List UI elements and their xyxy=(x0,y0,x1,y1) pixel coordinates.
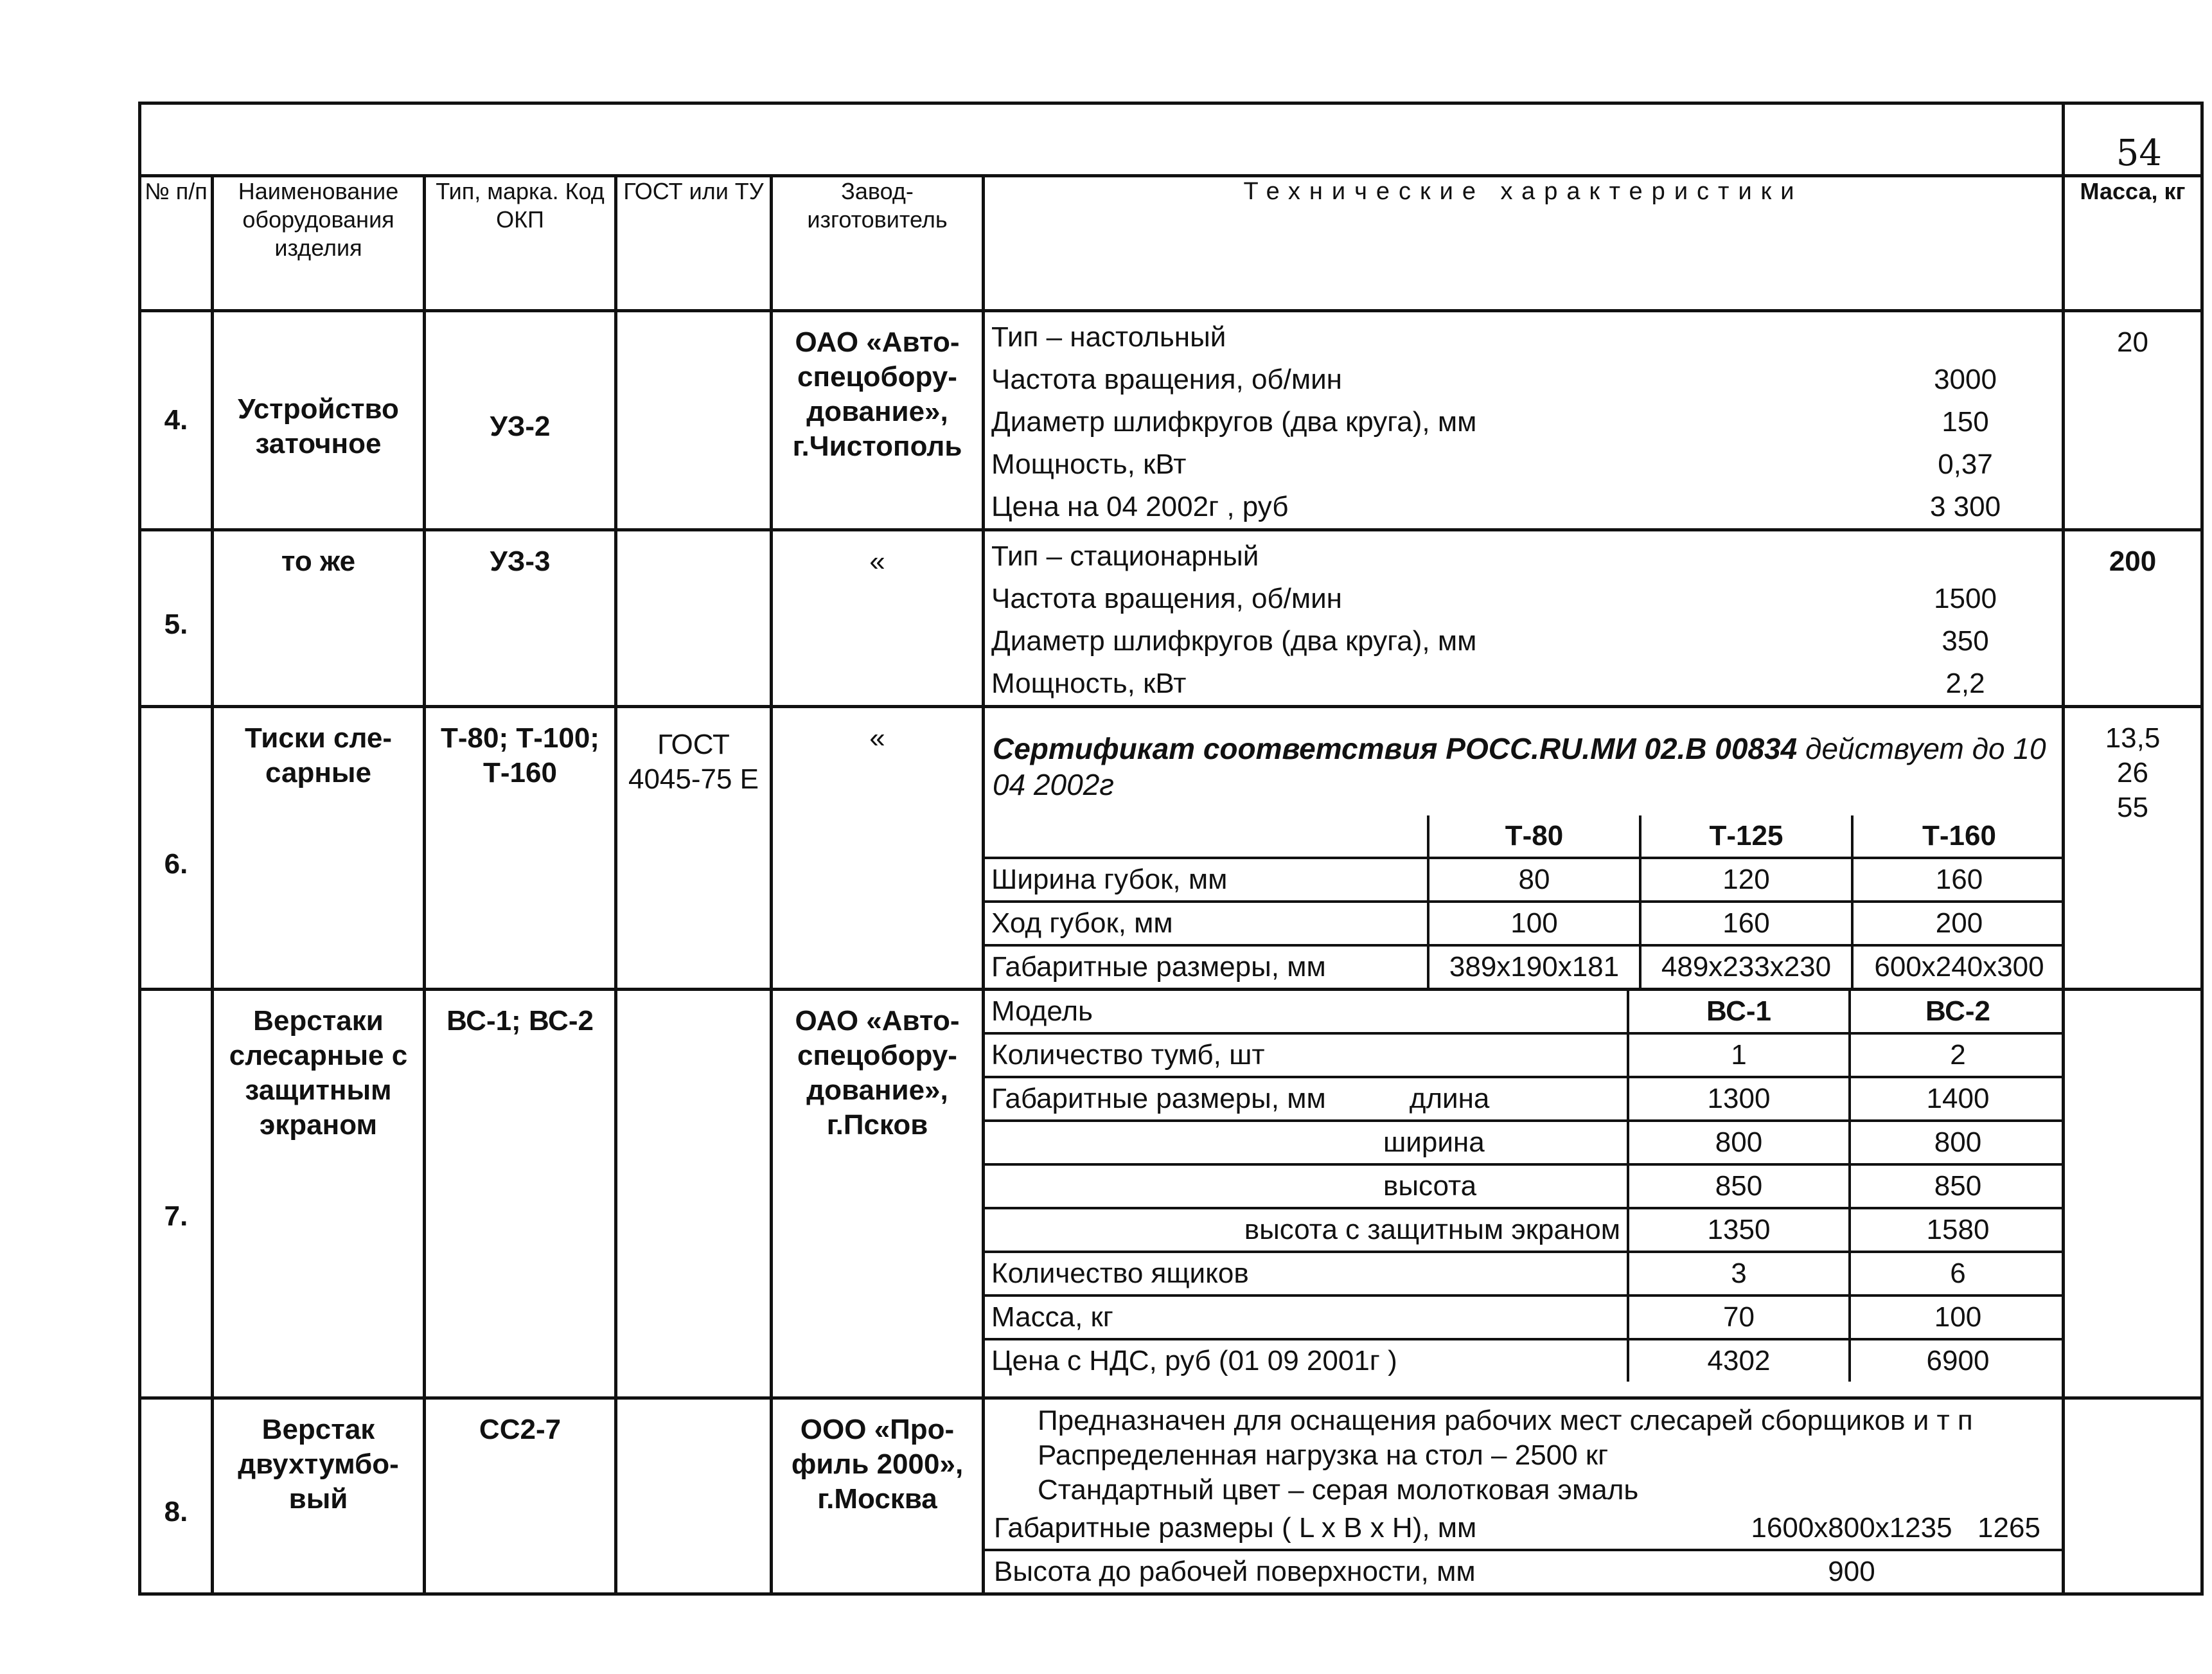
equipment-maker: « xyxy=(772,707,984,990)
spec-label: Частота вращения, об/мин xyxy=(991,364,1342,395)
tech-specs xyxy=(984,990,2064,1398)
table-cell: 1350 xyxy=(1628,1208,1850,1252)
table-row xyxy=(985,1033,2065,1077)
table-cell: 4302 xyxy=(1628,1339,1850,1382)
table-row xyxy=(985,1339,2065,1382)
table-row xyxy=(140,311,2202,530)
header-mass: Масса, кг xyxy=(2064,176,2202,311)
table-row xyxy=(985,1077,2065,1121)
table-cell: 850 xyxy=(1628,1164,1850,1208)
table-cell: 1 xyxy=(1628,1033,1850,1077)
spec-type: Тип – настольный xyxy=(991,321,1226,353)
vise-spec-table xyxy=(985,815,2065,988)
spec-value: 0,37 xyxy=(1938,449,1993,480)
header-gost: ГОСТ или ТУ xyxy=(616,176,772,311)
top-bar-blank xyxy=(140,103,2064,176)
equipment-mass: 13,5 26 55 xyxy=(2064,707,2202,990)
table-row xyxy=(985,815,2065,858)
workbench-spec-table xyxy=(985,991,2065,1382)
header-tech: Технические характеристики xyxy=(984,176,2064,311)
table-row xyxy=(140,707,2202,990)
tech-specs xyxy=(984,530,2064,707)
spec-line xyxy=(985,663,2062,705)
equipment-code: ВС-1; ВС-2 xyxy=(425,990,616,1398)
table-cell: 850 xyxy=(1850,1164,2065,1208)
model-header: Т-160 xyxy=(1852,815,2065,858)
equipment-gost xyxy=(616,990,772,1398)
equipment-mass xyxy=(2064,1398,2202,1594)
spec-value: 3 300 xyxy=(1929,491,2001,522)
spec-line xyxy=(985,316,2062,359)
table-cell: 1400 xyxy=(1850,1077,2065,1121)
table-cell: 100 xyxy=(1428,902,1640,945)
row-label: Ход губок, мм xyxy=(985,902,1428,945)
equipment-mass: 20 xyxy=(2064,311,2202,530)
table-cell: 800 xyxy=(1850,1121,2065,1164)
table-cell: 1300 xyxy=(1628,1077,1850,1121)
table-cell: 489x233x230 xyxy=(1640,945,1852,988)
tech-specs xyxy=(984,707,2064,990)
table-cell: 200 xyxy=(1852,902,2065,945)
header-row xyxy=(140,176,2202,311)
table-cell: 120 xyxy=(1640,858,1852,902)
length-label: длина xyxy=(1409,1083,1490,1114)
top-bar xyxy=(140,103,2202,176)
table-row xyxy=(985,1208,2065,1252)
equipment-code: СС2-7 xyxy=(425,1398,616,1594)
certificate-note xyxy=(985,717,2062,815)
equipment-gost: ГОСТ 4045-75 Е xyxy=(616,707,772,990)
equipment-code: УЗ-3 xyxy=(425,530,616,707)
model-header: ВС-1 xyxy=(1628,991,1850,1033)
spec-line xyxy=(985,401,2062,443)
spec-value: 150 xyxy=(1942,406,1989,438)
table-row xyxy=(985,1164,2065,1208)
equipment-gost xyxy=(616,1398,772,1594)
note-line: Стандартный цвет – серая молотковая эмаль xyxy=(1038,1474,1639,1506)
equipment-maker: ОАО «Авто-спецобору-дование», г.Чистополь xyxy=(772,311,984,530)
table-cell: 160 xyxy=(1640,902,1852,945)
spec-type: Тип – стационарный xyxy=(991,540,1259,572)
table-cell: 100 xyxy=(1850,1296,2065,1339)
equipment-name: то же xyxy=(213,530,425,707)
row-label: Количество тумб, шт xyxy=(985,1033,1628,1077)
table-cell: 6900 xyxy=(1850,1339,2065,1382)
equipment-gost xyxy=(616,311,772,530)
table-cell: 600x240x300 xyxy=(1852,945,2065,988)
spec-label: Частота вращения, об/мин xyxy=(991,583,1342,614)
spec-value: 1500 xyxy=(1934,583,1997,614)
certificate-validity: действует до 10 04 2002г xyxy=(993,732,2046,801)
row-label: Цена с НДС, руб (01 09 2001г ) xyxy=(985,1339,1628,1382)
equipment-mass: 200 xyxy=(2064,530,2202,707)
table-cell: 6 xyxy=(1850,1252,2065,1296)
equipment-name: Тиски сле-сарные xyxy=(213,707,425,990)
document-page xyxy=(138,102,2200,1592)
spec-value: 2,2 xyxy=(1945,668,1985,699)
row-number: 5. xyxy=(140,530,213,707)
equipment-code: УЗ-2 xyxy=(425,311,616,530)
table-row xyxy=(985,1121,2065,1164)
spec-line xyxy=(985,443,2062,486)
row-label: Ширина губок, мм xyxy=(985,858,1428,902)
table-row xyxy=(985,991,2065,1033)
tech-specs xyxy=(984,1398,2064,1594)
header-num: № п/п xyxy=(140,176,213,311)
row-label: Габаритные размеры, мм xyxy=(985,945,1428,988)
spec-label: Цена на 04 2002г , руб xyxy=(991,491,1289,522)
table-row xyxy=(985,858,2065,902)
tech-specs xyxy=(984,311,2064,530)
table-row xyxy=(985,902,2065,945)
row-label: Модель xyxy=(985,991,1628,1033)
table-cell: 160 xyxy=(1852,858,2065,902)
table-row xyxy=(985,1252,2065,1296)
workbench-notes xyxy=(985,1400,2062,1508)
spec-value: 3000 xyxy=(1934,364,1997,395)
certificate-number: Сертификат соответствия РОСС.RU.МИ 02.В 00834 xyxy=(993,732,1798,765)
spec-line xyxy=(985,578,2062,620)
model-header: ВС-2 xyxy=(1850,991,2065,1033)
row-number: 8. xyxy=(140,1398,213,1594)
equipment-maker: « xyxy=(772,530,984,707)
equipment-name: Устройство заточное xyxy=(213,311,425,530)
table-cell: 80 xyxy=(1428,858,1640,902)
spec-line xyxy=(985,359,2062,401)
row-label: высота xyxy=(985,1164,1628,1208)
equipment-maker: ОАО «Авто-спецобору-дование», г.Псков xyxy=(772,990,984,1398)
row-label: высота с защитным экраном xyxy=(985,1208,1628,1252)
table-cell: 70 xyxy=(1628,1296,1850,1339)
header-name: Наименование оборудования изделия xyxy=(213,176,425,311)
equipment-name: Верстаки слесарные с защитным экраном xyxy=(213,990,425,1398)
page-number: 54 xyxy=(2064,103,2202,176)
table-cell: 1580 xyxy=(1850,1208,2065,1252)
spec-label: Мощность, кВт xyxy=(991,668,1187,699)
spec-value: 350 xyxy=(1942,625,1989,657)
equipment-code: Т-80; Т-100; Т-160 xyxy=(425,707,616,990)
equipment-table xyxy=(138,102,2204,1596)
dims-label: Габаритные размеры ( L x В x Н), мм xyxy=(994,1512,1477,1544)
dims-label: Габаритные размеры, мм xyxy=(991,1083,1326,1114)
row-number: 6. xyxy=(140,707,213,990)
row-label: Количество ящиков xyxy=(985,1252,1628,1296)
dims-value: 1600x800x1235 xyxy=(1751,1512,1952,1544)
work-height-value: 900 xyxy=(1828,1556,1875,1587)
row-number: 7. xyxy=(140,990,213,1398)
equipment-gost xyxy=(616,530,772,707)
spec-label: Мощность, кВт xyxy=(991,449,1187,480)
spec-line xyxy=(985,620,2062,663)
header-type: Тип, марка. Код ОКП xyxy=(425,176,616,311)
table-cell: 389x190x181 xyxy=(1428,945,1640,988)
header-maker: Завод-изготовитель xyxy=(772,176,984,311)
work-height-line xyxy=(985,1549,2062,1592)
spec-line xyxy=(985,535,2062,578)
table-cell: 800 xyxy=(1628,1121,1850,1164)
dims-line xyxy=(985,1508,2062,1549)
table-cell: 2 xyxy=(1850,1033,2065,1077)
equipment-maker: ООО «Про-филь 2000», г.Москва xyxy=(772,1398,984,1594)
equipment-mass xyxy=(2064,990,2202,1398)
row-label: Масса, кг xyxy=(985,1296,1628,1339)
spec-label: Диаметр шлифкругов (два круга), мм xyxy=(991,625,1477,657)
table-cell xyxy=(985,815,1428,858)
table-row xyxy=(140,990,2202,1398)
table-row xyxy=(140,1398,2202,1594)
table-cell: 3 xyxy=(1628,1252,1850,1296)
work-height-label: Высота до рабочей поверхности, мм xyxy=(994,1556,1476,1587)
row-number: 4. xyxy=(140,311,213,530)
table-row xyxy=(985,945,2065,988)
note-line: Предназначен для оснащения рабочих мест слесарей сборщиков и т п xyxy=(1038,1405,1973,1436)
model-header: Т-125 xyxy=(1640,815,1852,858)
spec-line xyxy=(985,486,2062,528)
dims-extra: 1265 xyxy=(1978,1512,2040,1544)
equipment-name: Верстак двухтумбо-вый xyxy=(213,1398,425,1594)
model-header: Т-80 xyxy=(1428,815,1640,858)
table-row xyxy=(140,530,2202,707)
note-line: Распределенная нагрузка на стол – 2500 кг xyxy=(1038,1439,1609,1471)
table-row xyxy=(985,1296,2065,1339)
row-label xyxy=(985,1077,1628,1121)
spec-label: Диаметр шлифкругов (два круга), мм xyxy=(991,406,1477,438)
row-label: ширина xyxy=(985,1121,1628,1164)
